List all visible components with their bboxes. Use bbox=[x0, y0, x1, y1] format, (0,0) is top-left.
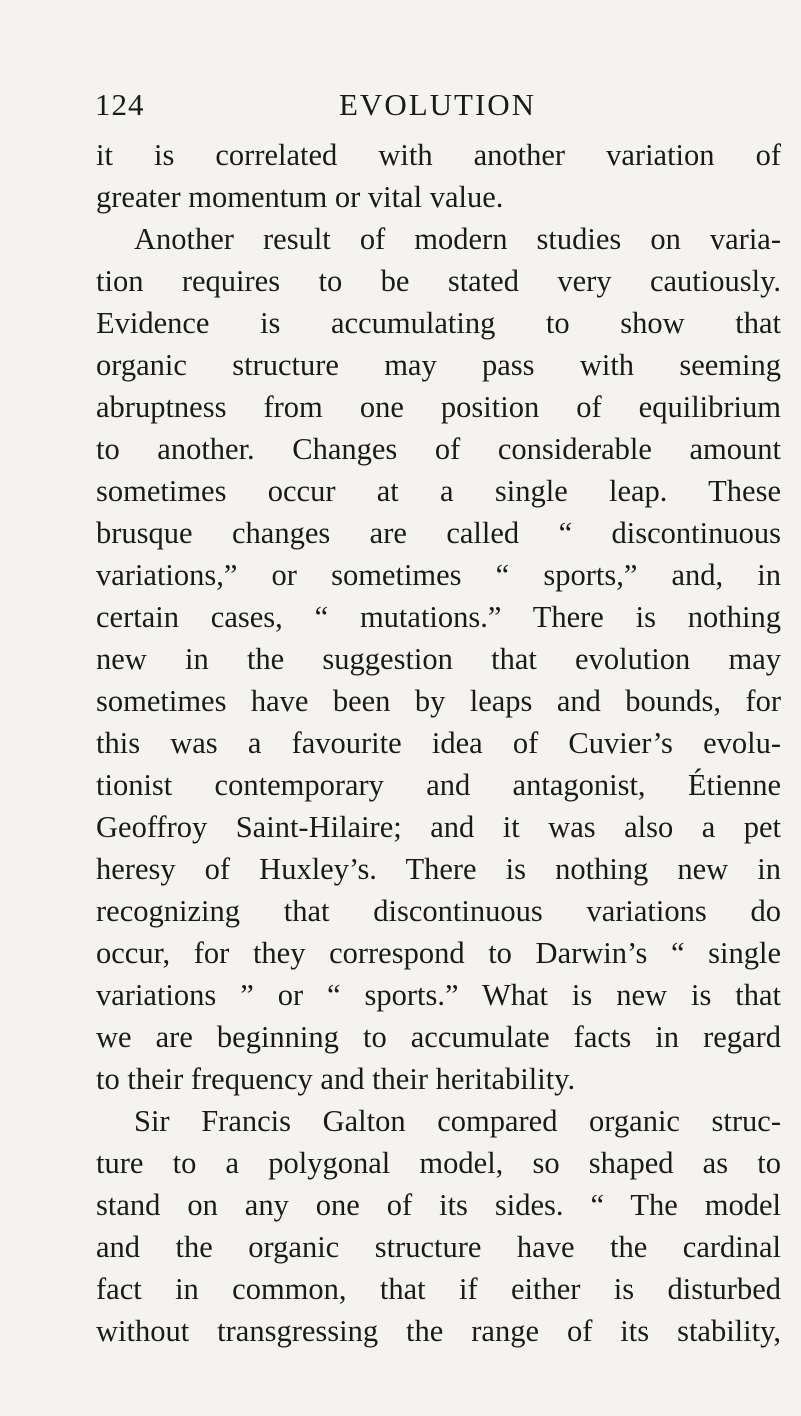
page-header bbox=[0, 85, 801, 125]
text-line: occur, for they correspond to Darwin’s “ single bbox=[96, 936, 781, 970]
text-line: without transgressing the range of its stability, bbox=[96, 1314, 781, 1348]
text-line: sometimes have been by leaps and bounds, for bbox=[96, 684, 781, 718]
text-line: it is correlated with another variation of bbox=[96, 138, 781, 172]
text-line: certain cases, “ mutations.” There is nothing bbox=[96, 600, 781, 634]
text-line: organic structure may pass with seeming bbox=[96, 348, 781, 382]
text-line: variations ” or “ sports.” What is new is that bbox=[96, 978, 781, 1012]
running-title: EVOLUTION bbox=[339, 87, 537, 122]
text-line: variations,” or sometimes “ sports,” and, in bbox=[96, 558, 781, 592]
text-line: we are beginning to accumulate facts in regard bbox=[96, 1020, 781, 1054]
text-line: tion requires to be stated very cautiously. bbox=[96, 264, 781, 298]
text-line: Sir Francis Galton compared organic struc- bbox=[134, 1104, 781, 1138]
text-line: fact in common, that if either is disturbed bbox=[96, 1272, 781, 1306]
text-line: and the organic structure have the cardinal bbox=[96, 1230, 781, 1264]
text-line: recognizing that discontinuous variations do bbox=[96, 894, 781, 928]
text-line: ture to a polygonal model, so shaped as to bbox=[96, 1146, 781, 1180]
body-text bbox=[96, 134, 781, 1352]
text-line: abruptness from one position of equilibrium bbox=[96, 390, 781, 424]
text-line: heresy of Huxley’s. There is nothing new in bbox=[96, 852, 781, 886]
text-line: sometimes occur at a single leap. These bbox=[96, 474, 781, 508]
text-line: Evidence is accumulating to show that bbox=[96, 306, 781, 340]
text-line: Another result of modern studies on varia- bbox=[134, 222, 781, 256]
text-line: Geoffroy Saint-Hilaire; and it was also a pet bbox=[96, 810, 781, 844]
page-number: 124 bbox=[95, 87, 145, 122]
text-line: tionist contemporary and antagonist, Étienne bbox=[96, 768, 781, 802]
text-line: new in the suggestion that evolution may bbox=[96, 642, 781, 676]
text-line: to their frequency and their heritability. bbox=[96, 1062, 576, 1096]
text-line: to another. Changes of considerable amount bbox=[96, 432, 781, 466]
text-line: greater momentum or vital value. bbox=[96, 180, 504, 214]
text-line: this was a favourite idea of Cuvier’s evolu- bbox=[96, 726, 781, 760]
text-line: stand on any one of its sides. “ The model bbox=[96, 1188, 781, 1222]
text-line: brusque changes are called “ discontinuous bbox=[96, 516, 781, 550]
